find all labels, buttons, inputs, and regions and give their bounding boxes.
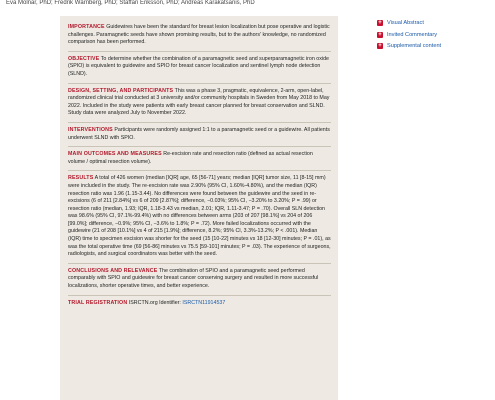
section-heading: IMPORTANCE (68, 24, 105, 30)
sidebar-item-label: Visual Abstract (387, 20, 424, 26)
invited-commentary-link[interactable] (377, 30, 493, 40)
objective-section (68, 56, 331, 79)
registration-prefix: ISRCTN.org Identifier: (128, 299, 181, 306)
author-list: Eva Molnar, PhD; Fredrik Wärnberg, PhD; Staffan Eriksson, PhD; Andreas Karakatsanis, PhD (6, 0, 255, 6)
section-heading: MAIN OUTCOMES AND MEASURES (68, 151, 162, 158)
sidebar-item-label: Supplemental content (387, 43, 442, 49)
section-text: Guidewires have been the standard for breast lesion localization but pose operative and logistic challenges. Paramagnetic seeds have shown promising results, but to the authors' knowledge, no randomized comparison has been performed. (68, 24, 330, 46)
section-heading: OBJECTIVE (68, 55, 100, 62)
section-text: Participants were randomly assigned 1:1 to a paramagnetic seed or a guidewire. All patients underwent SLND with SPIO. (68, 126, 330, 141)
divider (68, 170, 331, 171)
section-heading: INTERVENTIONS (68, 126, 113, 133)
conclusions-section (68, 268, 331, 291)
section-heading: CONCLUSIONS AND RELEVANCE (68, 267, 158, 274)
interventions-section (68, 127, 331, 142)
divider (68, 263, 331, 264)
sidebar-item-label: Invited Commentary (387, 31, 438, 38)
divider (68, 146, 331, 147)
divider (68, 122, 331, 123)
plus-icon: + (378, 43, 382, 49)
divider (68, 51, 331, 52)
section-text: A total of 426 women (median [IQR] age, 65 [56-71] years; median [IQR] tumor size, 11 [8-15] mm) were included in the study. The re-excision rate was 2.90% (95% CI, 1.60%-4.80%), and the median (IQR) resection ratio was 1.96 (1.15-3.44). No differences were found between the guidewire and the seed in re-excisions (6 of 211 [2.84%] vs 6 of 209 [2.87%]; difference, −0.03%; 95% CI, −3.20% to 3.20%; P = .99) or resection ratio (median, 1.93; IQR, 1.18-3.43 vs median, 2.01; IQR, 1.11-3.47; P = .70). Overall SLN detection was 98.6% (95% CI, 97.1%-99.4%) with no differences between arms (203 of 207 [98.1%] vs 204 of 206 [99.0%]; difference, −0.9%; 95% CI, −3.6% to 1.8%; P = .72). More failed localizations occurred with the guidewire (21 of 208 [10.1%] vs 4 of 215 [1.9%]; difference, 8.2%; 95% CI, 3.3%-13.2%; P < .001). Median (IQR) time to specimen excision was shorter for the seed (15 [10-22] minutes vs 18 [12-30] minutes; P = .01), as was the total operative time (69 [56-86] minutes vs 75.5 [59-101] minutes; P = .03). The experience of surgeons, radiologists, and surgical coordinators was better with the seed. (68, 175, 331, 258)
design-section (68, 88, 331, 118)
related-content-sidebar (377, 18, 493, 53)
abstract-panel (60, 16, 338, 400)
section-heading: RESULTS (68, 175, 94, 182)
section-heading: DESIGN, SETTING, AND PARTICIPANTS (68, 87, 174, 94)
divider (68, 295, 331, 296)
divider (68, 83, 331, 84)
outcomes-section (68, 151, 331, 166)
results-section (68, 175, 331, 259)
section-text: This was a phase 3, pragmatic, equivalence, 2-arm, open-label, randomized clinical trial conducted at 3 university and/or community hospitals in Sweden from May 2018 to May 2022. Included in the study were patients with early breast cancer planned for breast conservation and SLND. Study data were analyzed July to November 2022. (68, 87, 330, 117)
trial-id-link[interactable]: ISRCTN11914537 (182, 299, 226, 306)
section-text: To determine whether the combination of a paramagnetic seed and superparamagnetic iron oxide (SPIO) is equivalent to guidewire and SPIO for breast cancer localization and sentinel lymph node detection (SLND). (68, 55, 329, 77)
importance-section (68, 24, 331, 47)
supplemental-content-link[interactable] (377, 41, 493, 51)
registration-section (68, 300, 331, 308)
section-text: The combination of SPIO and a paramagnetic seed performed comparably with SPIO and guidewire for breast cancer conserving surgery and resulted in more successful localizations, shorter operative times, and better experience. (68, 267, 319, 290)
visual-abstract-link[interactable] (377, 18, 493, 28)
section-text: Re-excision rate and resection ratio (defined as actual resection volume / optimal resection volume). (68, 151, 313, 165)
section-heading: TRIAL REGISTRATION (68, 299, 128, 306)
plus-icon: + (378, 31, 382, 38)
plus-icon: + (378, 20, 382, 26)
